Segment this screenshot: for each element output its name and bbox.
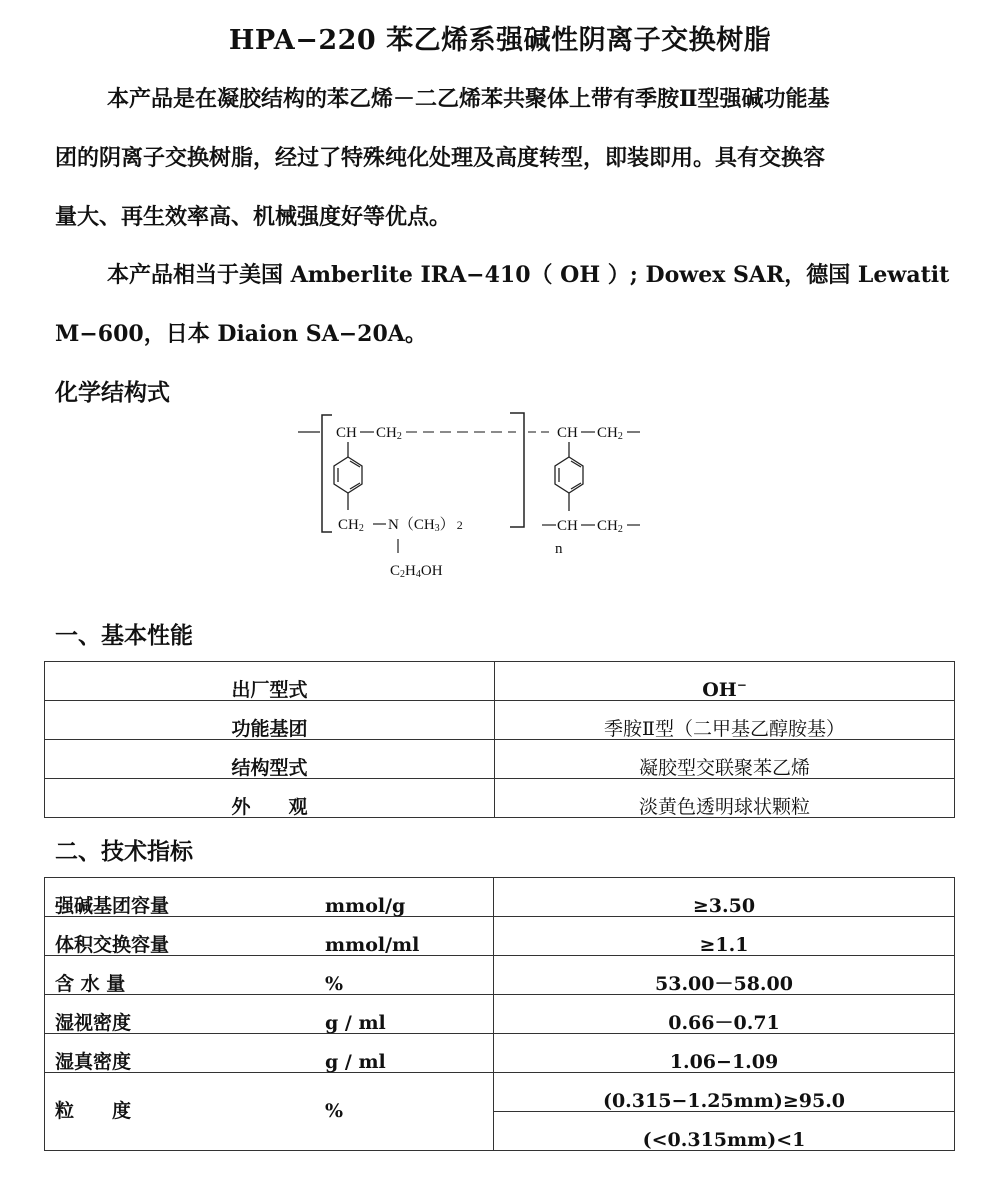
property-label: 功能基团: [45, 701, 495, 740]
intro-line-2: 团的阴离子交换树脂，经过了特殊纯化处理及高度转型，即装即用。具有交换容: [55, 145, 826, 171]
property-label: 出厂型式: [45, 662, 495, 701]
spec-label: 强碱基团容量: [45, 878, 326, 917]
technical-specs-table: [44, 877, 955, 1151]
intro-line-1: 本产品是在凝胶结构的苯乙烯－二乙烯苯共聚体上带有季胺Ⅱ型强碱功能基: [107, 86, 830, 112]
svg-text:CH2: CH2: [597, 518, 623, 535]
document-title: HPA−220 苯乙烯系强碱性阴离子交换树脂: [228, 25, 772, 56]
spec-unit: %: [325, 956, 494, 995]
svg-text:CH2: CH2: [338, 517, 364, 534]
c2h4oh-label: C2H4OH: [390, 563, 443, 580]
table-row: [45, 740, 955, 779]
svg-text:CH2: CH2: [597, 425, 623, 442]
property-value: 凝胶型交联聚苯乙烯: [495, 740, 955, 779]
svg-text:CH: CH: [557, 425, 578, 441]
right-bracket: [510, 413, 524, 527]
equivalents-line-1: 本产品相当于美国 Amberlite IRA−410（ OH ）; Dowex SAR，德国 Lewatit: [107, 262, 950, 288]
basic-properties-table: [44, 661, 955, 818]
structure-heading: 化学结构式: [55, 379, 170, 406]
property-value: OH−: [495, 662, 955, 701]
left-bracket: [322, 415, 332, 532]
chemical-structure-diagram: [280, 405, 660, 585]
table-row: [45, 779, 955, 818]
table-row: [45, 1073, 955, 1112]
spec-unit: g / ml: [325, 1034, 494, 1073]
spec-label: 湿视密度: [45, 995, 326, 1034]
spec-value: ≥3.50: [494, 878, 955, 917]
section2-heading: 二、技术指标: [55, 838, 193, 865]
ch2-label: CH2: [376, 425, 402, 442]
spec-unit: mmol/g: [325, 878, 494, 917]
spec-value-secondary: (<0.315mm)<1: [494, 1112, 955, 1151]
table-row: [45, 878, 955, 917]
spec-label: 含 水 量: [45, 956, 326, 995]
table-row: [45, 662, 955, 701]
spec-value: 53.00－58.00: [494, 956, 955, 995]
spec-label: 湿真密度: [45, 1034, 326, 1073]
ch-label: CH: [336, 425, 357, 441]
section1-heading: 一、基本性能: [55, 622, 193, 649]
spec-value: 1.06−1.09: [494, 1034, 955, 1073]
svg-text:CH: CH: [557, 518, 578, 534]
spec-value: (0.315−1.25mm)≥95.0: [494, 1073, 955, 1112]
property-value: 淡黄色透明球状颗粒: [495, 779, 955, 818]
table-row: [45, 995, 955, 1034]
spec-unit: mmol/ml: [325, 917, 494, 956]
spec-unit: %: [325, 1073, 494, 1151]
spec-value: 0.66－0.71: [494, 995, 955, 1034]
property-value: 季胺Ⅱ型（二甲基乙醇胺基）: [495, 701, 955, 740]
table-row: [45, 701, 955, 740]
property-label: 外 观: [45, 779, 495, 818]
spec-label: 体积交换容量: [45, 917, 326, 956]
svg-text:N（CH3）2: N（CH3） 2: [388, 517, 463, 534]
table-row: [45, 956, 955, 995]
spec-value: ≥1.1: [494, 917, 955, 956]
intro-line-3: 量大、再生效率高、机械强度好等优点。: [55, 204, 452, 230]
property-label: 结构型式: [45, 740, 495, 779]
spec-label: 粒 度: [45, 1073, 326, 1151]
table-row: [45, 917, 955, 956]
equivalents-line-2: M−600，日本 Diaion SA−20A。: [55, 321, 427, 347]
repeat-n-label: n: [555, 541, 563, 557]
spec-unit: g / ml: [325, 995, 494, 1034]
table-row: [45, 1034, 955, 1073]
